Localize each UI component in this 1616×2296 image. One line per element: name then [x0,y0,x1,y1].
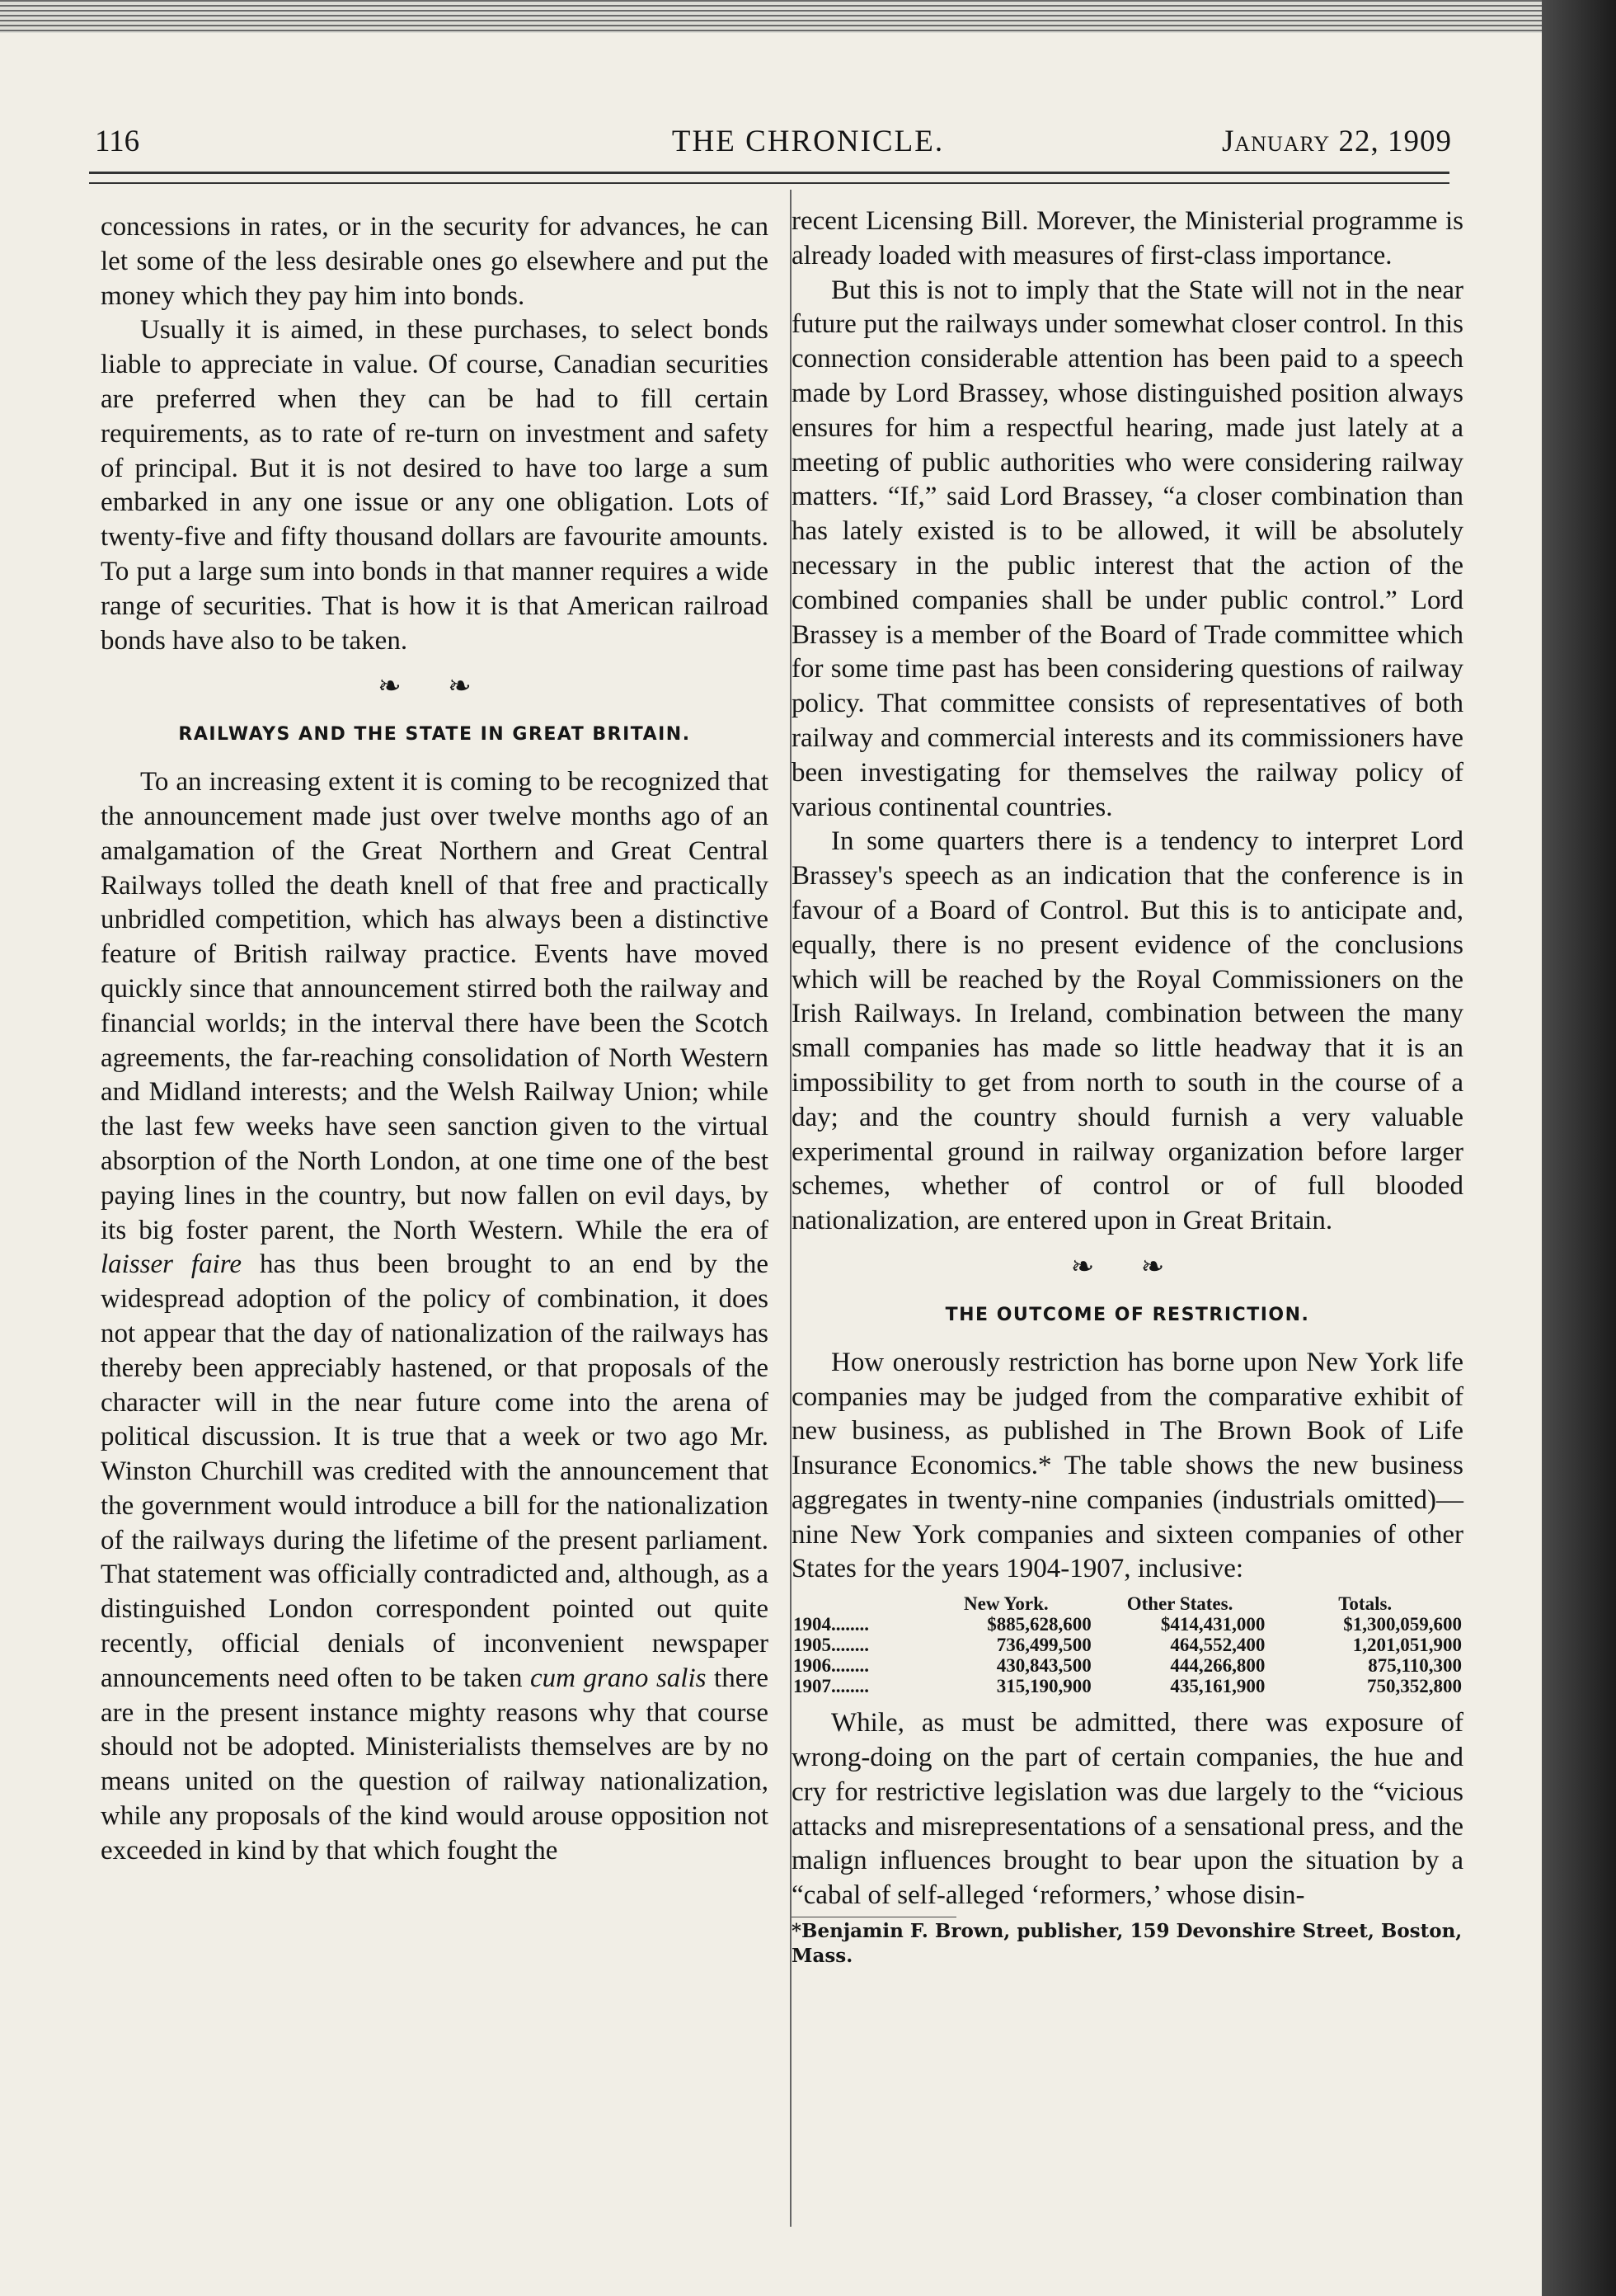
text-run: there are in the present instance mighty reasons why that course should not be adopted. Ministerialists themselves are by no means united on the question of railway nationalization, while any proposals of the kind would arouse opposition not exceeded in kind by that which fought the [101,1663,768,1866]
table-cell: 315,190,900 [996,1676,1092,1697]
column-header: Other States. [1126,1593,1233,1615]
publication-title: THE CHRONICLE. [671,125,945,158]
paragraph-bond-purchases: Usually it is aimed, in these purchases, to select bonds liable to appreciate in value. Of course, Canadian securities are preferred when they can be had to fill certain requirements, as to rate of re-turn on investment and safety of principal. But it is not desired to have too large a sum embarked in any one issue or any one obligation. Lots of twenty-five and fifty thousand dollars are favourite amounts. To put a large sum into bonds in that manner requires a wide range of securities. That is how it is that American railroad bonds have also to be taken. [101,315,768,656]
italic-phrase: cum grano salis [530,1663,707,1693]
table-cell-year: 1904........ [793,1614,869,1635]
table-cell: $414,431,000 [1160,1614,1266,1635]
table-row [792,1614,1463,1635]
paragraph-new-business: How onerously restriction has borne upon New York life companies may be judged from the comparative exhibit of new business, as published in The Brown Book of Life Insurance Economics.* The table shows the new business aggregates in twenty-nine companies (industrials omitted)—nine New York companies and sixteen companies of other States for the years 1904-1907, inclusive: [792,1347,1463,1584]
table-cell-year: 1905........ [793,1635,869,1656]
table-row [792,1655,1463,1676]
paragraph-lord-brassey: But this is not to imply that the State will not in the near future put the railways under somewhat closer control. In this connection considerable attention has been paid to a speech made by Lord Brassey, whose distinguished position always ensures for him a respectful hearing, made just lately at a meeting of public authorities who were considering railway matters. “If,” said Lord Brassey, “a closer combination than has lately existed is to be allowed, it will be absolutely necessary in the public interest that the action of the combined companies shall be under public control.” Lord Brassey is a member of the Board of Trade committee which for some time past has been considering questions of railway policy. That committee consists of representatives of both railway and commercial interests and its commissioners have been investigating for themselves the railway policy of various continental countries. [792,275,1463,822]
header-rule [89,172,1449,184]
table-row [792,1635,1463,1655]
table-cell: 1,201,051,900 [1352,1635,1462,1656]
text-run: To an increasing extent it is coming to be recognized that the announcement made just over twelve months ago of an amalgamation of the Great Northern and Great Central Railways tolled the death knell of that free and practically unbridled competition, which has always been a distinctive feature of British railway practice. Events have moved quickly since that announcement stirred both the railway and financial worlds; in the interval there have been the Scotch agreements, the far-reaching consolidation of North Western and Midland interests; and the Welsh Railway Union; while the last few weeks have seen sanction given to the virtual absorption of the North London, at one time one of the best paying lines in the country, but now fallen on evil days, by its big foster parent, the North Western. While the era of [101,767,768,1245]
column-header: Totals. [1338,1593,1393,1615]
table-cell: $885,628,600 [987,1614,1092,1635]
section-ornament: ❧ ❧ [378,671,491,703]
table-cell: 464,552,400 [1170,1635,1266,1656]
italic-phrase: laisser faire [101,1249,242,1280]
issue-date: January 22, 1909 [1222,125,1452,158]
new-business-table [792,1593,1463,1696]
column-header [792,1593,919,1614]
table-cell: 750,352,800 [1367,1676,1462,1697]
article-heading-railways: RAILWAYS AND THE STATE IN GREAT BRITAIN. [178,724,691,746]
column-header: New York. [964,1593,1049,1615]
paragraph-board-of-control: In some quarters there is a tendency to interpret Lord Brassey's speech as an indication that the conference is in favour of a Board of Control. But this is to anticipate and, equally, there is no present evidence of the conclusions which will be reached by the Royal Commissioners on the Irish Railways. In Ireland, combination between the many small companies has made so little headway that it is an impossibility to get from north to south in the course of a day; and the country should furnish a very valuable experimental ground in railway organization before larger schemes, whether of control or of full blooded nationalization, are entered upon in Great Britain. [792,826,1463,1236]
text-run: has thus been brought to an end by the widespread adoption of the policy of combination, it does not appear that the day of nationalization of the railways has thereby been appreciably hastened, or that proposals of the character will in the near future come into the arena of political discussion. It is true that a week or two ago Mr. Winston Churchill was credited with the announcement that the government would introduce a bill for the nationalization of the railways during the lifetime of the present parliament. That statement was officially contradicted and, although, as a distinguished London correspondent pointed out quite recently, official denials of inconvenient newspaper announcements need often to be taken [101,1249,768,1693]
section-ornament: ❧ ❧ [1070,1251,1185,1282]
paragraph-railways-nationalization [101,765,768,1869]
table-cell: 435,161,900 [1170,1676,1266,1697]
table-cell: 875,110,300 [1368,1655,1462,1677]
paragraph-continued: recent Licensing Bill. Morever, the Ministerial programme is already loaded with measures of first-class importance. [792,206,1463,271]
page-number: 116 [95,125,140,158]
table-cell-year: 1906........ [793,1655,869,1677]
paragraph-continued: concessions in rates, or in the security for advances, he can let some of the less desirable ones go elsewhere and put the money which they pay him into bonds. [101,212,768,311]
paragraph-exposure: While, as must be admitted, there was exposure of wrong-doing on the part of certain companies, the hue and cry for restrictive legislation was due largely to the “vicious attacks and misrepresentations of a sensational press, and the malign influences brought to bear upon the situation by a “cabal of self-alleged ‘reformers,’ whose disin- [792,1708,1463,1911]
table-header-row [792,1593,1463,1614]
table-cell-year: 1907........ [793,1676,869,1697]
table-cell: 444,266,800 [1170,1655,1266,1677]
scan-top-edge [0,0,1542,33]
table-cell: 430,843,500 [996,1655,1092,1677]
article-heading-restriction: THE OUTCOME OF RESTRICTION. [945,1304,1310,1325]
left-column [101,210,768,1869]
table-row [792,1676,1463,1696]
table-cell: $1,300,059,600 [1343,1614,1462,1635]
footnote: *Benjamin F. Brown, publisher, 159 Devonshire Street, Boston, Mass. [792,1920,1463,1968]
right-column [792,205,1463,1969]
table-cell: 736,499,500 [996,1635,1092,1656]
scan-binding-shadow [1542,0,1616,2296]
